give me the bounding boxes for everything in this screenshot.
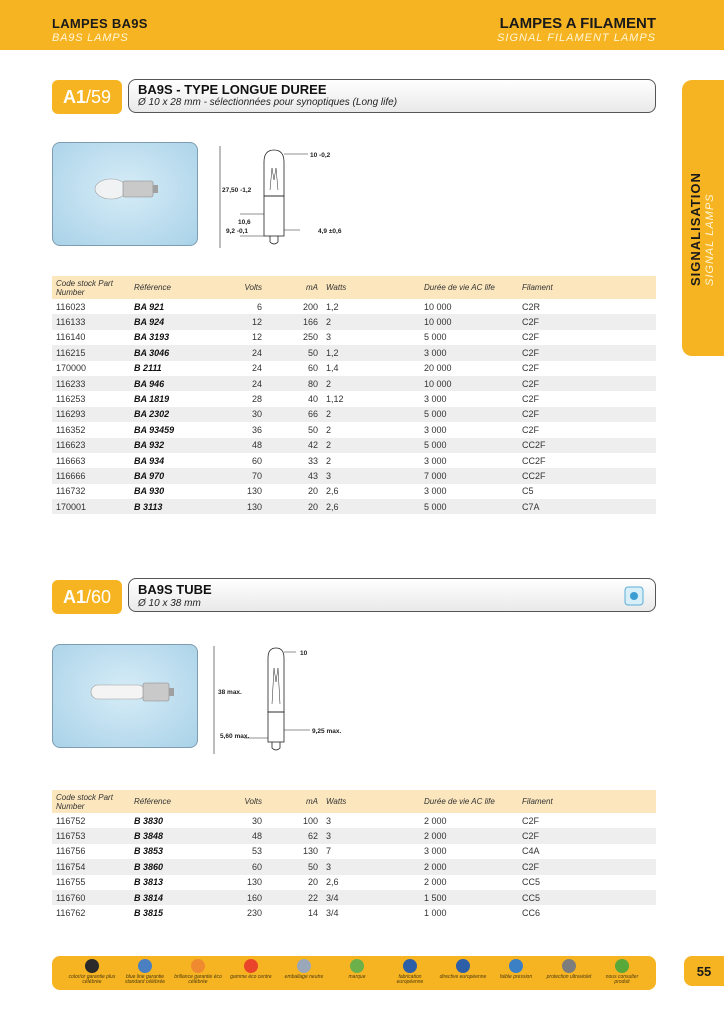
table-cell: 50 <box>266 859 322 874</box>
table-cell: B 3830 <box>134 815 164 826</box>
footer-logo <box>333 959 381 980</box>
table-cell: 20 <box>266 499 322 514</box>
header-right-subtitle: SIGNAL FILAMENT LAMPS <box>497 32 656 44</box>
table-cell: C2F <box>522 332 540 343</box>
lamp-photo <box>52 644 198 748</box>
footer-logo <box>280 959 328 980</box>
table-cell: BA 930 <box>134 486 165 497</box>
table-cell: BA 946 <box>130 376 204 391</box>
table-cell: 250 <box>302 332 318 343</box>
section-code-badge <box>52 80 122 114</box>
table-cell: C2F <box>518 345 656 360</box>
footer-logo <box>174 959 222 985</box>
column-header: Référence <box>130 276 204 299</box>
table-cell: 48 <box>204 438 266 453</box>
table-cell: BA 934 <box>134 455 165 466</box>
table-cell: 3 000 <box>424 455 447 466</box>
table-cell: 2 <box>322 314 420 329</box>
table-cell: 3 000 <box>424 424 447 435</box>
table-row <box>52 468 656 483</box>
footer-logo <box>598 959 646 985</box>
table-cell: CC6 <box>522 908 541 919</box>
column-header: Volts <box>204 790 266 813</box>
section-description: Ø 10 x 28 mm - sélectionnées pour synoptiques (Long life) <box>138 97 398 108</box>
table-cell: 116023 <box>56 301 86 312</box>
table-cell: 116760 <box>52 890 130 905</box>
table-cell: 116752 <box>56 815 86 826</box>
footer-logo <box>545 959 593 980</box>
table-row <box>52 407 656 422</box>
table-cell: 66 <box>266 407 322 422</box>
dim-diameter: 10 <box>300 650 308 657</box>
table-cell: 5 000 <box>420 407 518 422</box>
footer-logo-caption: directive européenne <box>439 974 487 980</box>
table-cell: B 3113 <box>130 499 204 514</box>
table-cell: 1,2 <box>322 345 420 360</box>
table-cell: CC2F <box>518 468 656 483</box>
table-cell: 43 <box>266 468 322 483</box>
table-cell: 116215 <box>52 345 130 360</box>
table-cell: 2 000 <box>424 877 447 888</box>
footer-logo-caption: fabrication européenne <box>396 974 424 985</box>
table-cell: 20 <box>307 877 318 888</box>
table-cell: 3 <box>322 468 420 483</box>
footer-logo-caption: brillance garantie éco célébrée <box>174 974 222 985</box>
table-cell: B 3815 <box>134 908 164 919</box>
table-row <box>52 905 656 920</box>
low-pressure-icon <box>509 959 523 973</box>
table-cell: 3/4 <box>322 890 420 905</box>
table-cell: CC5 <box>522 877 541 888</box>
table-cell: 116623 <box>52 438 130 453</box>
table-cell: BA 932 <box>130 438 204 453</box>
table-cell: 3 <box>322 828 420 843</box>
table-row <box>52 361 656 376</box>
table-cell: C2F <box>518 859 656 874</box>
table-cell: C2F <box>518 407 656 422</box>
table-cell: 60 <box>307 363 318 374</box>
table-cell: 20 000 <box>424 363 452 374</box>
table-cell: 22 <box>266 890 322 905</box>
table-row <box>52 828 656 843</box>
table-cell: C2F <box>522 363 540 374</box>
footer-logo-caption: blue line garantie standard célébrée <box>124 974 166 985</box>
table-cell: 1,2 <box>326 301 339 312</box>
table-cell: 24 <box>251 363 262 374</box>
table-cell: B 3848 <box>130 828 204 843</box>
column-header: Code stock Part Number <box>52 276 130 299</box>
table-row <box>52 314 656 329</box>
table-cell: 130 <box>204 499 266 514</box>
blue-line-icon <box>138 959 152 973</box>
table-cell: BA 1819 <box>134 394 170 405</box>
table-cell: CC2F <box>518 438 656 453</box>
dim-base-height: 10,6 <box>238 219 251 226</box>
table-cell: 3/4 <box>326 908 339 919</box>
table-row <box>52 890 656 905</box>
table-cell: 14 <box>307 908 318 919</box>
dim-pin: 9,25 max. <box>312 728 342 735</box>
column-header: Durée de vie AC life <box>420 790 518 813</box>
side-tab-subtitle: SIGNAL LAMPS <box>704 193 716 286</box>
section-code-badge <box>52 580 122 614</box>
table-cell: 170001 <box>52 499 130 514</box>
table-cell: 12 <box>251 332 262 343</box>
column-header: Volts <box>204 276 266 299</box>
column-header: Watts <box>322 790 420 813</box>
table-cell: 3 <box>322 859 420 874</box>
table-cell: 2 000 <box>420 859 518 874</box>
footer-logo-caption: color/or garantie plus célébrée <box>68 974 116 985</box>
table-cell: BA 3193 <box>134 332 170 343</box>
column-header: Watts <box>322 276 420 299</box>
table-cell: BA 2302 <box>130 407 204 422</box>
table-cell: 10 000 <box>420 376 518 391</box>
lamp-table-a1-59 <box>52 276 656 514</box>
dim-diameter: 10 -0,2 <box>310 152 331 159</box>
dim-pin: 4,9 ±0,6 <box>318 228 342 235</box>
dim-height: 38 max. <box>218 689 242 696</box>
table-cell: 40 <box>307 394 318 405</box>
table-row <box>52 422 656 437</box>
table-cell: 10 000 <box>420 314 518 329</box>
table-cell: B 3813 <box>134 877 164 888</box>
table-cell: 116666 <box>52 468 130 483</box>
table-cell: 5 000 <box>420 438 518 453</box>
led-icon <box>244 959 258 973</box>
table-row <box>52 859 656 874</box>
table-row <box>52 299 656 314</box>
dim-base-diameter: 9,2 -0,1 <box>226 228 249 235</box>
table-cell: 80 <box>266 376 322 391</box>
footer-logo <box>439 959 487 980</box>
footer-logo <box>227 959 275 980</box>
table-cell: 116140 <box>56 332 86 343</box>
table-cell: 3 <box>326 332 332 343</box>
brilliance-icon <box>191 959 205 973</box>
table-cell: C2F <box>522 394 540 405</box>
table-row <box>52 345 656 360</box>
table-cell: C2R <box>522 301 541 312</box>
table-cell: 116754 <box>52 859 130 874</box>
footer-logo-caption: marque <box>348 974 366 980</box>
header-left-subtitle: BA9S LAMPS <box>52 32 129 44</box>
table-cell: 33 <box>307 455 318 466</box>
table-cell: 5 000 <box>420 499 518 514</box>
dim-base-height: 5,60 max. <box>220 733 250 740</box>
table-row <box>52 813 656 828</box>
table-cell: 53 <box>251 846 262 857</box>
table-cell: C4A <box>522 846 540 857</box>
table-cell: 2 000 <box>420 828 518 843</box>
table-row <box>52 484 656 499</box>
table-cell: C7A <box>518 499 656 514</box>
table-cell: 116253 <box>56 394 86 405</box>
table-cell: 20 <box>307 486 318 497</box>
section-code-main: A1 <box>62 86 86 107</box>
eu-manufacture-icon <box>403 959 417 973</box>
column-header: Filament <box>518 790 656 813</box>
lamp-photo <box>52 142 198 246</box>
table-cell: 2 <box>322 376 420 391</box>
table-cell: C5 <box>522 486 534 497</box>
table-cell: B 3860 <box>130 859 204 874</box>
table-cell: 2 000 <box>424 815 447 826</box>
table-cell: 60 <box>204 859 266 874</box>
table-cell: 116756 <box>56 846 86 857</box>
table-row <box>52 438 656 453</box>
table-cell: 166 <box>266 314 322 329</box>
table-cell: 1,12 <box>326 394 344 405</box>
table-cell: 2,6 <box>326 486 339 497</box>
table-cell: 6 <box>256 301 262 312</box>
table-cell: C2F <box>518 376 656 391</box>
synoptic-icon <box>624 586 644 606</box>
table-cell: 7 <box>326 846 332 857</box>
table-cell: 1 500 <box>420 890 518 905</box>
table-cell: 3 000 <box>424 486 447 497</box>
page-number: 55 <box>684 956 724 986</box>
table-row <box>52 453 656 468</box>
eu-directive-icon <box>456 959 470 973</box>
custom-product-icon <box>615 959 629 973</box>
column-header: Filament <box>518 276 656 299</box>
table-cell: 42 <box>266 438 322 453</box>
table-header-row <box>52 276 656 299</box>
table-cell: 24 <box>204 376 266 391</box>
table-cell: CC5 <box>518 890 656 905</box>
table-cell: B 3814 <box>130 890 204 905</box>
table-cell: C2F <box>518 314 656 329</box>
uv-protection-icon <box>562 959 576 973</box>
lamp-table-a1-60 <box>52 790 656 921</box>
table-cell: 70 <box>204 468 266 483</box>
footer-logo-caption: emballage neutre <box>284 974 324 980</box>
table-cell: 2,6 <box>322 499 420 514</box>
table-cell: 2 <box>322 438 420 453</box>
table-cell: 60 <box>251 455 262 466</box>
column-header: Code stock Part Number <box>52 790 130 813</box>
table-cell: 3 000 <box>420 345 518 360</box>
table-cell: 130 <box>302 846 318 857</box>
table-cell: 200 <box>302 301 318 312</box>
packaging-icon <box>297 959 311 973</box>
table-row <box>52 499 656 514</box>
table-cell: 1 000 <box>424 908 447 919</box>
table-cell: 116293 <box>52 407 130 422</box>
table-cell: 24 <box>204 345 266 360</box>
footer-logo <box>68 959 116 985</box>
lamp-tube-icon <box>53 645 199 749</box>
table-cell: 230 <box>246 908 262 919</box>
table-cell: B 3853 <box>134 846 164 857</box>
header-left-title: LAMPES BA9S <box>52 16 148 31</box>
table-row <box>52 376 656 391</box>
table-cell: 48 <box>204 828 266 843</box>
table-cell: 10 000 <box>424 301 452 312</box>
table-cell: 130 <box>246 486 262 497</box>
table-cell: 36 <box>251 424 262 435</box>
table-cell: 116762 <box>56 908 86 919</box>
table-row <box>52 330 656 345</box>
table-cell: B 2111 <box>134 363 162 374</box>
table-cell: 116732 <box>56 486 86 497</box>
column-header: mA <box>266 790 322 813</box>
footer-logo-caption: faible pression <box>499 974 533 980</box>
section-description: Ø 10 x 38 mm <box>138 598 201 609</box>
table-cell: 116755 <box>56 877 86 888</box>
dim-height: 27,50 -1,2 <box>222 187 252 194</box>
section-code-sub: /60 <box>85 586 112 607</box>
table-cell: CC2F <box>522 455 546 466</box>
column-header: Référence <box>130 790 204 813</box>
lamp-dimension-drawing <box>200 140 360 255</box>
table-cell: BA 921 <box>134 301 165 312</box>
table-cell: 5 000 <box>424 332 447 343</box>
table-cell: C2F <box>518 828 656 843</box>
table-cell: 160 <box>204 890 266 905</box>
table-cell: 3 000 <box>424 394 447 405</box>
table-cell: 30 <box>204 407 266 422</box>
section-title: BA9S TUBE <box>138 582 212 597</box>
table-row <box>52 391 656 406</box>
table-cell: 100 <box>302 815 318 826</box>
table-cell: 130 <box>246 877 262 888</box>
table-row <box>52 844 656 859</box>
table-cell: 116233 <box>52 376 130 391</box>
section-code-sub: /59 <box>85 86 112 107</box>
table-cell: C2F <box>522 815 540 826</box>
header-right-title: LAMPES A FILAMENT <box>499 15 656 32</box>
table-cell: BA 924 <box>130 314 204 329</box>
table-cell: 3 000 <box>424 846 447 857</box>
table-cell: 12 <box>204 314 266 329</box>
table-cell: BA 970 <box>130 468 204 483</box>
table-cell: 3 <box>326 815 332 826</box>
lamp-bulb-icon <box>53 143 199 247</box>
table-cell: 2,6 <box>326 877 339 888</box>
table-cell: BA 93459 <box>134 424 175 435</box>
table-cell: 62 <box>266 828 322 843</box>
table-cell: 116133 <box>52 314 130 329</box>
table-cell: BA 3046 <box>130 345 204 360</box>
table-cell: C2F <box>522 424 540 435</box>
table-header-row <box>52 790 656 813</box>
table-cell: 170000 <box>56 363 87 374</box>
table-cell: 116352 <box>56 424 86 435</box>
table-row <box>52 875 656 890</box>
footer-logo-caption: protection ultraviolet <box>546 974 592 980</box>
table-cell: 28 <box>251 394 262 405</box>
footer-logo-caption: gamme éco centre <box>230 974 272 980</box>
table-cell: 7 000 <box>420 468 518 483</box>
tube-dimension-drawing <box>200 642 360 762</box>
color-icon <box>85 959 99 973</box>
section-code-main: A1 <box>62 586 86 607</box>
brand-icon <box>350 959 364 973</box>
table-cell: 50 <box>266 345 322 360</box>
table-cell: 50 <box>307 424 318 435</box>
table-cell: 2 <box>322 407 420 422</box>
column-header: mA <box>266 276 322 299</box>
table-cell: 2 <box>326 455 332 466</box>
table-cell: 1,4 <box>326 363 339 374</box>
footer-logo-caption: nous consulter produit <box>605 974 639 985</box>
footer-logo <box>121 959 169 985</box>
footer-logo <box>386 959 434 985</box>
table-cell: 2 <box>326 424 332 435</box>
table-cell: 116663 <box>56 455 86 466</box>
section-title: BA9S - TYPE LONGUE DUREE <box>138 82 327 97</box>
footer-logo <box>492 959 540 980</box>
table-cell: 30 <box>251 815 262 826</box>
column-header: Durée de vie AC life <box>420 276 518 299</box>
side-tab-title: SIGNALISATION <box>688 172 703 286</box>
table-cell: 116753 <box>52 828 130 843</box>
